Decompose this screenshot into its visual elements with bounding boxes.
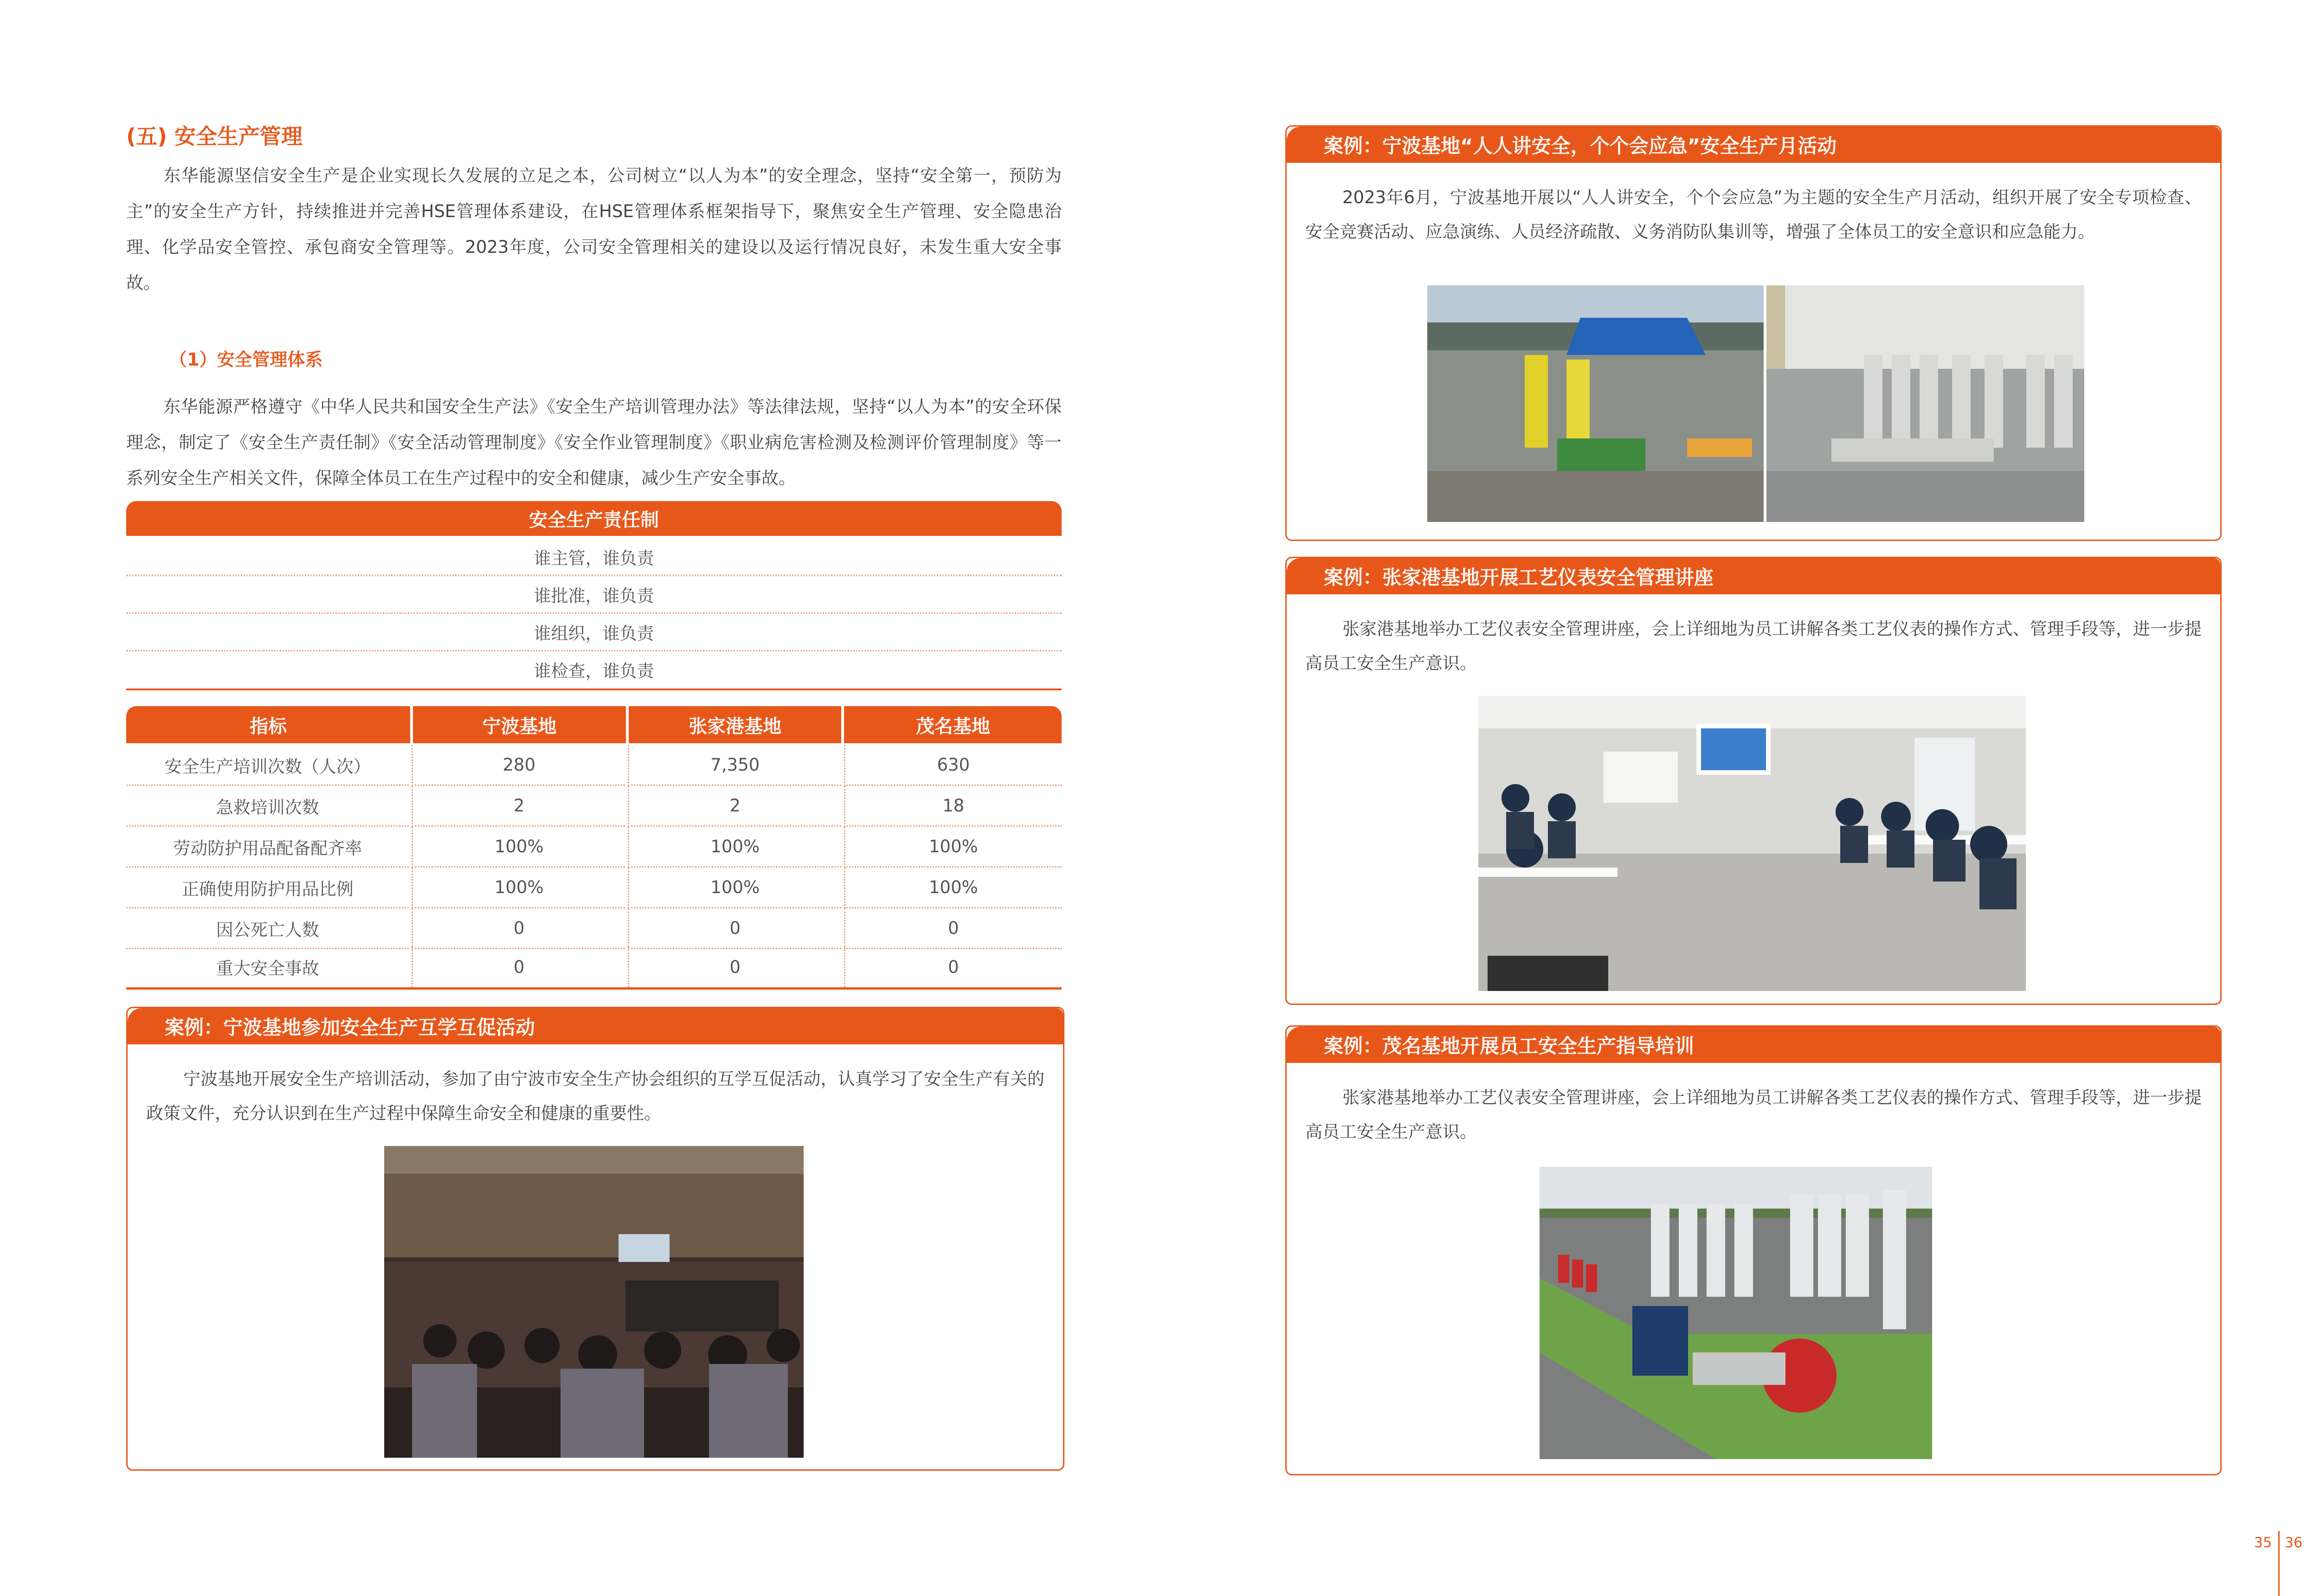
- table-divider: [126, 689, 1062, 690]
- header-indicator: 指标: [126, 706, 410, 743]
- indicator-cell: 安全生产培训次数（人次）: [126, 745, 409, 786]
- value-cell: 0: [628, 946, 841, 987]
- value-cell: 100%: [412, 868, 625, 908]
- indicator-cell: 正确使用防护用品比例: [126, 868, 409, 908]
- case-text: 张家港基地举办工艺仪表安全管理讲座，会上详细地为员工讲解各类工艺仪表的操作方式、管理手段等，进一步提高员工安全生产意识。: [1305, 1088, 2202, 1142]
- case-text: 2023年6月，宁波基地开展以“人人讲安全，个个会应急”为主题的安全生产月活动，组织开展了安全专项检查、安全竞赛活动、应急演练、人员经济疏散、义务消防队集训等，增强了全体员工的安全意识和应急能力。: [1305, 187, 2202, 242]
- value-cell: 0: [844, 946, 1062, 987]
- responsibility-row: 谁组织，谁负责: [126, 613, 1062, 651]
- responsibility-table-header: 安全生产责任制: [126, 501, 1062, 536]
- table-divider: [126, 987, 1062, 990]
- responsibility-row: 谁主管，谁负责: [126, 538, 1062, 576]
- page-number-divider: [2278, 1531, 2280, 1596]
- indicator-table-header: [126, 706, 1062, 743]
- case-text: 宁波基地开展安全生产培训活动，参加了由宁波市安全生产协会组织的互学互促活动，认真学习了安全生产有关的政策文件，充分认识到在生产过程中保障生命安全和健康的重要性。: [146, 1069, 1044, 1123]
- value-cell: 100%: [844, 868, 1062, 908]
- table-row: [126, 868, 1062, 908]
- table-row: [126, 786, 1062, 827]
- page-number-left: 35: [2254, 1535, 2272, 1551]
- meeting-room-photo: [384, 1146, 804, 1458]
- value-cell: 280: [412, 745, 625, 786]
- header-zhangjiagang: 张家港基地: [629, 706, 842, 743]
- responsibility-row: 谁批准，谁负责: [126, 576, 1062, 614]
- indicator-cell: 重大安全事故: [216, 959, 319, 978]
- value-cell: 630: [844, 745, 1062, 786]
- case-title: 案例：宁波基地参加安全生产互学互促活动: [128, 1008, 1063, 1044]
- table-row: [126, 946, 1062, 987]
- value-cell: 100%: [628, 868, 841, 908]
- header-ningbo: 宁波基地: [413, 706, 626, 743]
- case-title: 案例：茂名基地开展员工安全生产指导培训: [1287, 1027, 2220, 1063]
- value-cell: 0: [844, 908, 1062, 949]
- rescue-training-photo: [1766, 285, 2084, 522]
- value-cell: 7,350: [628, 745, 841, 786]
- value-cell: 0: [628, 908, 841, 949]
- value-cell: 100%: [844, 827, 1062, 868]
- value-cell: 0: [412, 908, 625, 949]
- page-number-right: 36: [2285, 1535, 2303, 1551]
- table-row: [126, 745, 1062, 786]
- header-maoming: 茂名基地: [844, 706, 1062, 743]
- value-cell: 2: [628, 786, 841, 827]
- indicator-cell: 劳动防护用品配备配齐率: [126, 827, 409, 868]
- case-text: 张家港基地举办工艺仪表安全管理讲座，会上详细地为员工讲解各类工艺仪表的操作方式、管理手段等，进一步提高员工安全生产意识。: [1305, 619, 2202, 673]
- value-cell: 100%: [628, 827, 841, 868]
- table-row: [126, 908, 1062, 949]
- table-row: [126, 827, 1062, 868]
- value-cell: 0: [412, 946, 625, 987]
- case-title: 案例：宁波基地“人人讲安全，个个会应急”安全生产月活动: [1287, 127, 2220, 163]
- value-cell: 18: [844, 786, 1062, 827]
- emergency-drill-photo: [1427, 285, 1764, 522]
- intro-paragraph: 东华能源坚信安全生产是企业实现长久发展的立足之本，公司树立“以人为本”的安全理念，坚持“安全第一，预防为主”的安全生产方针，持续推进并完善HSE管理体系建设，在HSE管理体系框架指导下，聚焦安全生产管理、安全隐患治理、化学品安全管控、承包商安全管理等。2023年度，公司安全管理相关的建设以及运行情况良好，未发生重大安全事故。: [126, 166, 1062, 293]
- indicator-cell: 急救培训次数: [126, 786, 409, 827]
- value-cell: 100%: [412, 827, 625, 868]
- case-title: 案例：张家港基地开展工艺仪表安全管理讲座: [1287, 558, 2220, 594]
- subsection-title: （1）安全管理体系: [169, 349, 323, 370]
- section-title: (五) 安全生产管理: [126, 124, 303, 149]
- indicator-cell: 因公死亡人数: [126, 908, 409, 949]
- subsection-paragraph: 东华能源严格遵守《中华人民共和国安全生产法》《安全生产培训管理办法》等法律法规，坚持“以人为本”的安全环保理念，制定了《安全生产责任制》《安全活动管理制度》《安全作业管理制度》《职业病危害检测及检测评价管理制度》等一系列安全生产相关文件，保障全体员工在生产过程中的安全和健康，减少生产安全事故。: [126, 397, 1062, 488]
- value-cell: 2: [412, 786, 625, 827]
- responsibility-row: 谁检查，谁负责: [534, 661, 654, 681]
- lecture-room-photo: [1478, 696, 2026, 991]
- outdoor-training-photo: [1540, 1167, 1932, 1459]
